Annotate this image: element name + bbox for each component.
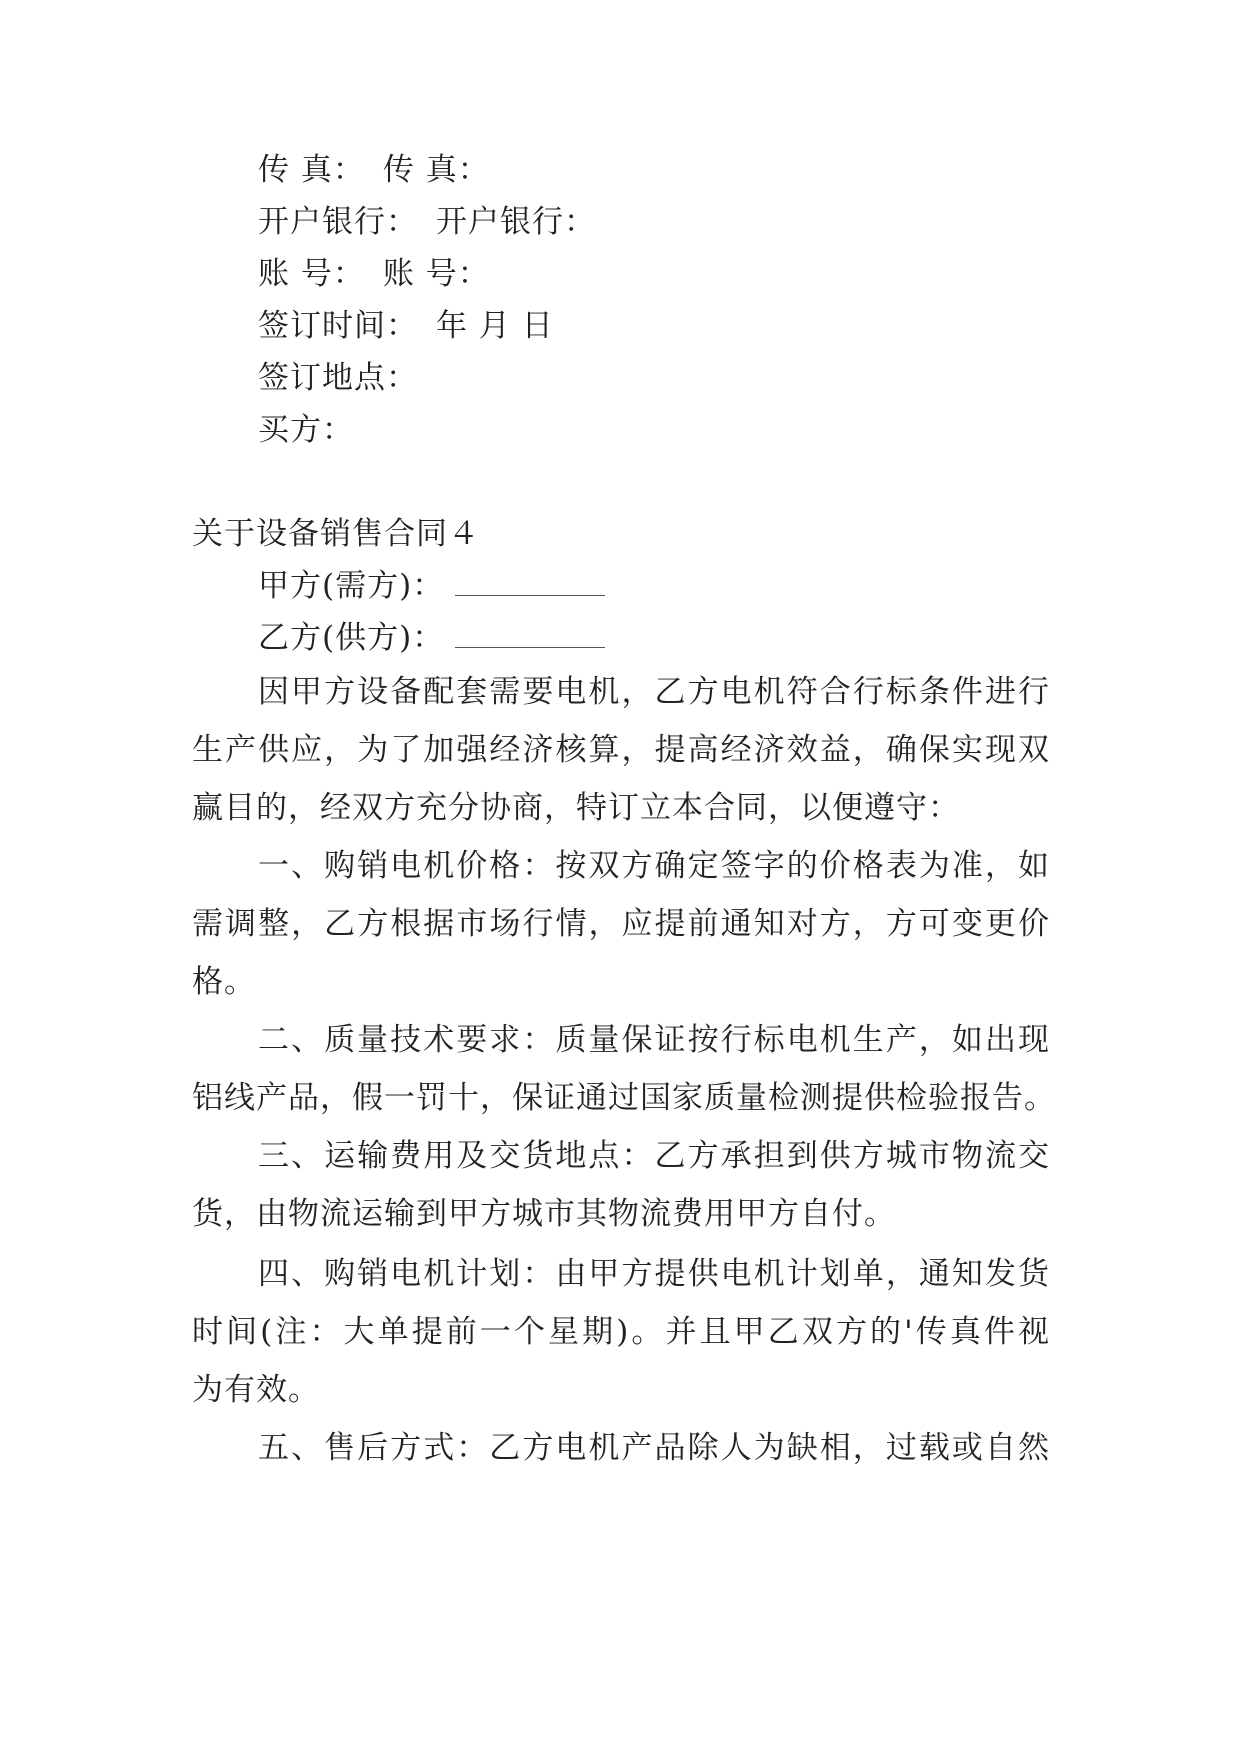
party-b-blank	[455, 623, 605, 648]
intro-line: 因甲方设备配套需要电机，乙方电机符合行标条件进行	[258, 674, 1050, 710]
clause-1-line: 一、购销电机价格：按双方确定签字的价格表为准，如	[258, 848, 1050, 884]
bank-row	[258, 202, 596, 242]
contract-title: 关于设备销售合同４	[192, 516, 480, 552]
sign-time-value: 年 月 日	[436, 308, 554, 344]
account-row	[258, 254, 490, 294]
party-a-blank	[455, 571, 605, 596]
party-a-label: 甲方(需方)：	[258, 568, 445, 604]
account-label-b: 账 号：	[382, 256, 490, 292]
clause-2-line: 二、质量技术要求：质量保证按行标电机生产，如出现	[258, 1022, 1050, 1058]
party-a-row	[258, 566, 605, 606]
fax-label-a: 传 真：	[258, 152, 365, 188]
intro-line: 生产供应，为了加强经济核算，提高经济效益，确保实现双	[192, 732, 1050, 768]
intro-line: 赢目的，经双方充分协商，特订立本合同，以便遵守：	[192, 790, 960, 826]
sign-time-label: 签订时间：	[258, 308, 418, 344]
party-b-label: 乙方(供方)：	[258, 620, 445, 656]
clause-4-line: 为有效。	[192, 1372, 320, 1408]
clause-1-line: 需调整，乙方根据市场行情，应提前通知对方，方可变更价	[192, 906, 1050, 942]
clause-4-line: 四、购销电机计划：由甲方提供电机计划单，通知发货	[258, 1256, 1050, 1292]
clause-3-line: 货，由物流运输到甲方城市其物流费用甲方自付。	[192, 1196, 896, 1232]
sign-time-row	[258, 306, 554, 346]
party-b-row	[258, 618, 605, 658]
fax-row	[258, 150, 490, 190]
clause-4-line: 时间(注：大单提前一个星期)。并且甲乙双方的'传真件视	[192, 1314, 1050, 1350]
account-label-a: 账 号：	[258, 256, 365, 292]
clause-5-line: 五、售后方式：乙方电机产品除人为缺相，过载或自然	[258, 1430, 1050, 1466]
buyer-label: 买方：	[258, 412, 354, 448]
fax-label-b: 传 真：	[382, 152, 490, 188]
clause-1-line: 格。	[192, 964, 256, 1000]
sign-place-label: 签订地点：	[258, 360, 418, 396]
bank-label-b: 开户银行：	[436, 204, 596, 240]
clause-3-line: 三、运输费用及交货地点：乙方承担到供方城市物流交	[258, 1138, 1050, 1174]
bank-label-a: 开户银行：	[258, 204, 418, 240]
clause-2-line: 铝线产品，假一罚十，保证通过国家质量检测提供检验报告。	[192, 1080, 1056, 1116]
